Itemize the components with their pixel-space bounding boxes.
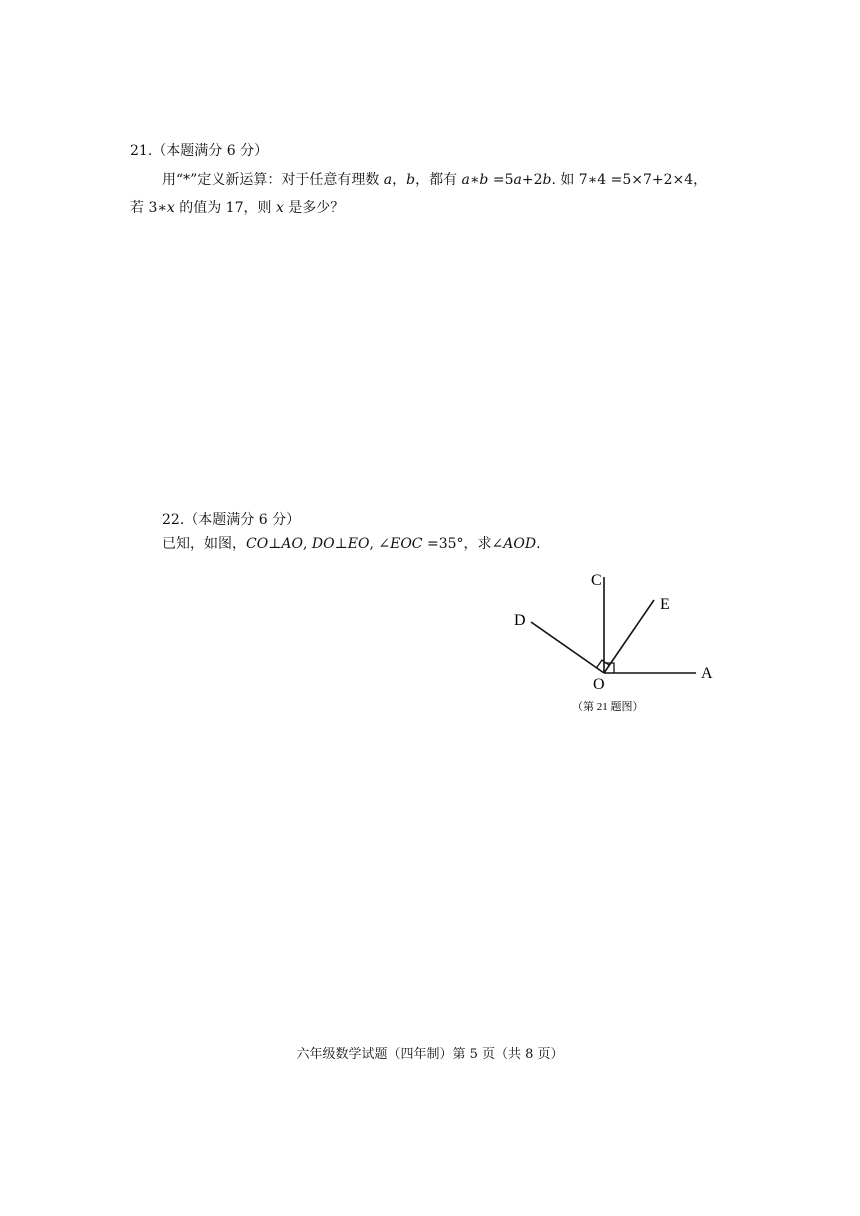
- q22-l1-t1: 已知，如图，: [162, 536, 246, 552]
- perp-symbol: ⊥: [268, 536, 282, 552]
- seg-co: CO: [246, 536, 269, 552]
- label-d: D: [514, 612, 526, 629]
- ray-od: [531, 622, 604, 673]
- var-b: b: [542, 172, 552, 188]
- q21-l1-t2: ，: [392, 172, 407, 188]
- q21-l1-t7: . 如 7∗4 =5×7+2×4，: [551, 172, 708, 188]
- q21-l1-t3: ，都有: [415, 172, 462, 188]
- q22-text-line1: [162, 535, 541, 553]
- var-x: x: [166, 200, 175, 216]
- q22-l1-t2: =35°，求∠: [422, 536, 504, 552]
- q22-l1-c1: ,: [302, 536, 312, 552]
- q21-l2-t3: 是多少？: [283, 200, 345, 216]
- perp-symbol: ⊥: [334, 536, 348, 552]
- var-x: x: [275, 200, 284, 216]
- var-a: a: [383, 172, 393, 188]
- label-a: A: [701, 665, 713, 682]
- page-footer: 六年级数学试题（四年制）第 5 页（共 8 页）: [296, 1047, 564, 1062]
- seg-do: DO: [311, 536, 335, 552]
- q21-l1-t1: 用“*”定义新运算：对于任意有理数: [162, 172, 384, 188]
- var-a: a: [461, 172, 470, 188]
- q21-l1-t4: ∗: [469, 172, 480, 188]
- q21-text-line2: [130, 199, 344, 217]
- q21-l1-t6: +2: [521, 172, 543, 188]
- var-b: b: [479, 172, 489, 188]
- ray-oe: [604, 600, 654, 673]
- angle-diagram: [500, 565, 730, 720]
- var-b: b: [406, 172, 416, 188]
- figure-caption: （第 21 题图）: [572, 701, 644, 713]
- seg-ao: AO: [281, 536, 303, 552]
- seg-eo: EO: [347, 536, 370, 552]
- q21-text-line1: [162, 171, 707, 189]
- var-a: a: [513, 172, 522, 188]
- q22-l1-t3: .: [536, 536, 541, 552]
- q21-header: 21.（本题满分 6 分）: [130, 143, 269, 159]
- geometry-figure: [500, 565, 730, 720]
- label-e: E: [660, 596, 670, 613]
- label-o: O: [593, 676, 605, 693]
- angle-aod: AOD: [503, 536, 537, 552]
- label-c: C: [591, 572, 602, 589]
- q21-l2-t1: 若 3∗: [130, 200, 167, 216]
- angle-eoc: EOC: [390, 536, 423, 552]
- q21-l2-t2: 的值为 17，则: [174, 200, 276, 216]
- q22-header: 22.（本题满分 6 分）: [162, 512, 301, 528]
- q22-l1-c2: , ∠: [369, 536, 391, 552]
- q21-l1-t5: =5: [488, 172, 514, 188]
